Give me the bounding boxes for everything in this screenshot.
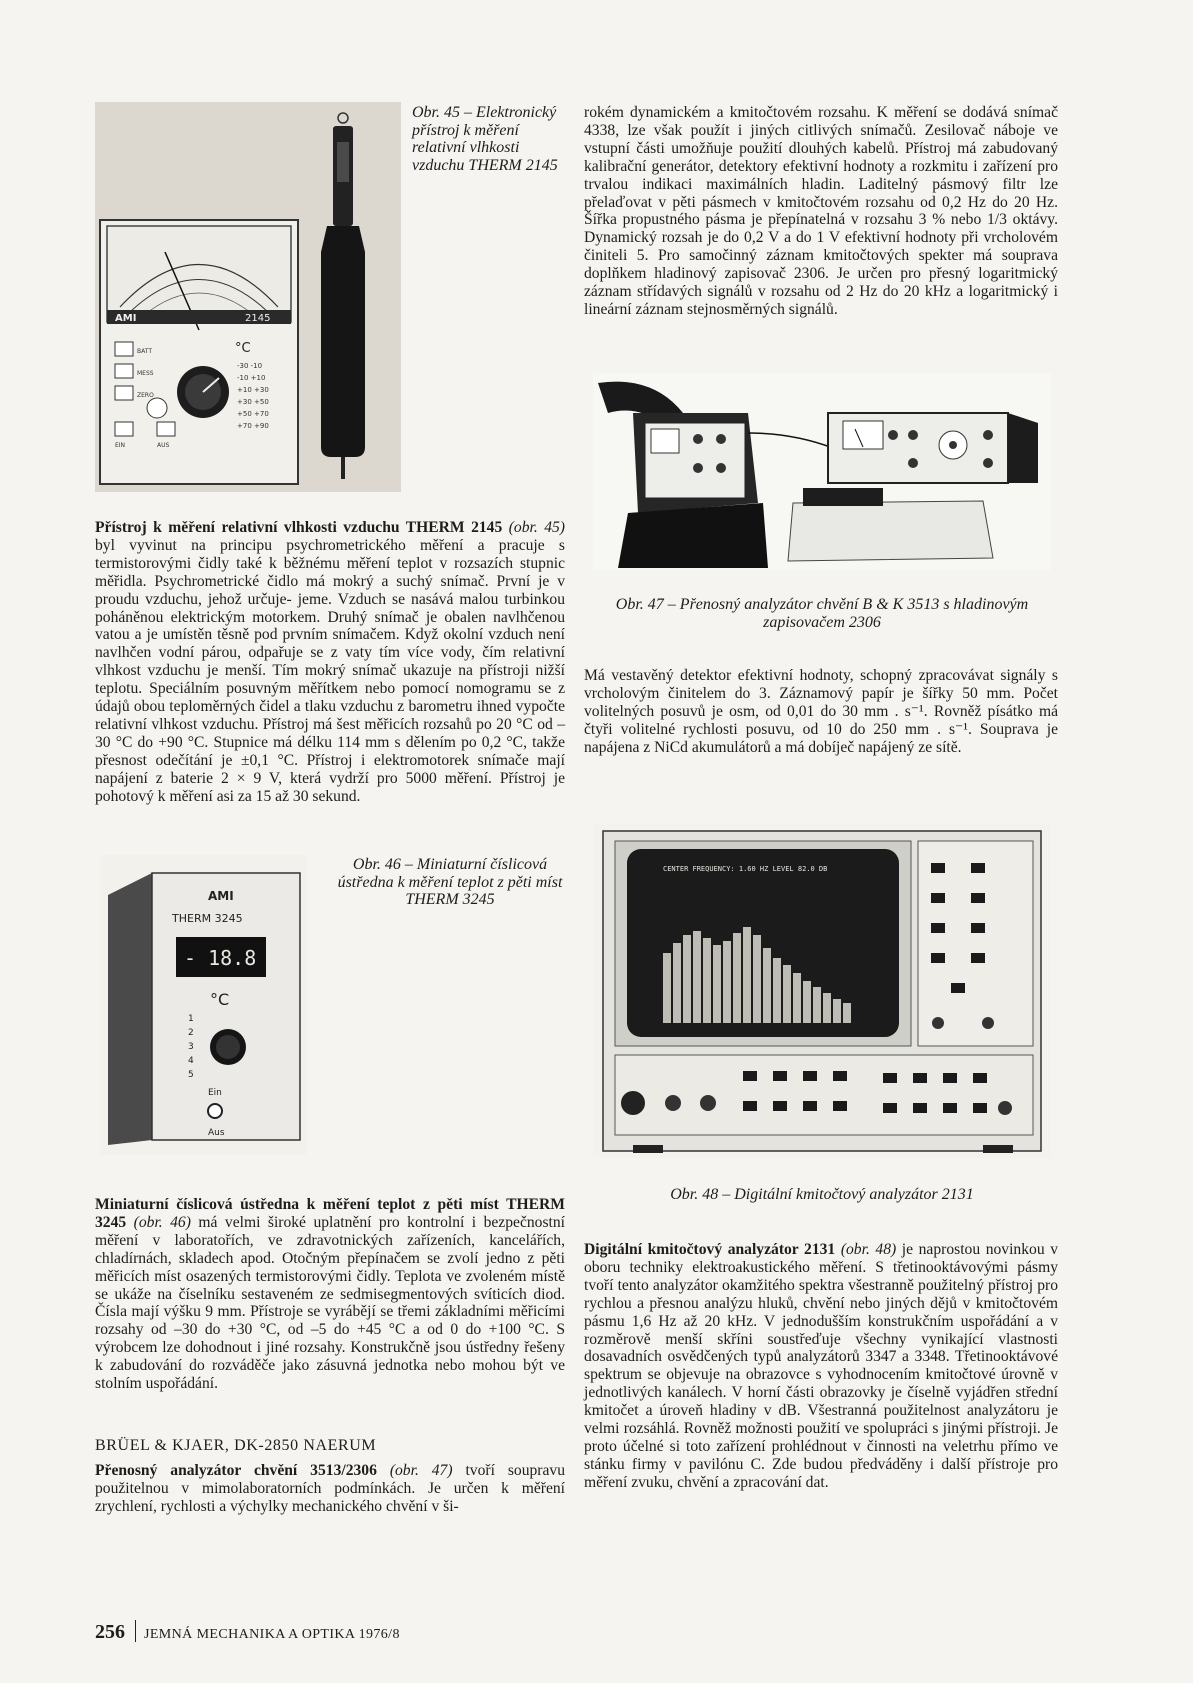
fig46-pos-5: 5 bbox=[188, 1070, 194, 1080]
footer-divider bbox=[135, 1620, 136, 1642]
therm-3245-lead: Miniaturní číslicová ústředna k měření teplot z pěti míst THERM 3245 bbox=[95, 1196, 565, 1231]
fig45-unit: °C bbox=[235, 341, 251, 356]
figure-48-photo bbox=[593, 823, 1051, 1158]
figure-47-photo bbox=[593, 373, 1051, 570]
paragraph-b-k-3513-details: Má vestavěný detektor efektivní hodnoty, schopný zpracovávat signály s vrcholovým činitelem do 3. Záznamový papír je šířky 50 mm. Počet volitelných posuvů je osm, od 0,01 do 30 mm . s⁻¹. Rovněž písátko má čtyři volitelné rychlosti posuvu, od 10 do 250 mm . s⁻¹. Souprava je napájena z NiCd akumulátorů a má dobíječ napájený ze sítě. bbox=[584, 667, 1058, 756]
page-number: 256 bbox=[95, 1621, 125, 1643]
therm-3245-ref: (obr. 46) bbox=[133, 1213, 191, 1231]
fig46-pos-3: 3 bbox=[188, 1042, 194, 1052]
fig46-pos-1: 1 bbox=[188, 1014, 194, 1024]
bk-3513-ref: (obr. 47) bbox=[389, 1462, 453, 1479]
fig48-screen-header: CENTER FREQUENCY: 1.60 HZ LEVEL 82.0 DB bbox=[663, 865, 828, 873]
figure-45-photo bbox=[95, 102, 401, 492]
paragraph-analyzer-2131 bbox=[584, 1241, 1058, 1492]
fig45-brand: AMI bbox=[115, 313, 137, 324]
fig46-switch-on: Ein bbox=[208, 1088, 222, 1098]
figure-47-caption: Obr. 47 – Přenosný analyzátor chvění B & K 3513 s hladinovým zapisovačem 2306 bbox=[615, 596, 1029, 631]
fig46-pos-4: 4 bbox=[188, 1056, 194, 1066]
paragraph-b-k-3513-continued: rokém dynamickém a kmitočtovém rozsahu. K měření se dodává snímač 4338, lze však použít i jiných citlivých snímačů. Zesilovač náboje ve vstupní části umožňuje použití dlouhých kabelů. Přístroj má zabudovaný kalibrační generátor, detektory efektivní hodnoty a rozkmitu i zařízení pro trvalou indikaci maximálních hladin. Laditelný pásmový filtr lze přelaďovat v pěti pásmech v kmitočtovém rozsahu od 0,2 Hz do 20 Hz. Šířka propustného pásma je přepínatelná v rozsahu 3 % nebo 1/3 oktávy. Dynamický rozsah je do 0,2 V a do 1 V efektivní hodnoty při vrcholovém činiteli 5. Pro samočinný záznam kmitočtových spekter má souprava doplňkem hladinový zapisovač 2306. Je určen pro přesný logaritmický záznam střídavých signálů v rozsahu od 2 Hz do 20 kHz a logaritmický i lineární záznam stejnosměrných signálů. bbox=[584, 104, 1058, 318]
analyzer-2131-ref: (obr. 48) bbox=[840, 1241, 897, 1258]
therm-2145-body: byl vyvinut na principu psychrometrického měření a pracuje s termistorovými čidly také k běžnému měření teplot v rozsazích stupnic měřidla. Psychrometrické čidlo má mokrý a suchý snímač. První je v proudu vzduchu, jehož určuje- jeme. Vzduch se nasává malou turbinkou poháněnou elektrickým motorkem. Druhý snímač je obalen navlhčenou vatou a je umístěn těsně pod prvním snímačem. Když okolní vzduch není navlhčen vodní párou, odpařuje se z vaty tím více vody, čím relativní vlhkost vzduchu je menší. Tím mokrý snímač ukazuje na přístroji nižší teplotu. Speciálním posuvným měřítkem nebo pomocí nomogramu se z údajů obou teploměrných čidel a tlaku vzduchu z barometru ihned vypočte relativní vlhkost vzduchu. Přístroj má šest měřicích rozsahů po 20 °C od –30 °C do +90 °C. Stupnice má délku 114 mm s dělením po 0,2 °C, takže přesnost odečítání je ±0,1 °C. Přístroj i elektromotorek snímače mají napájení z baterie 2 × 9 V, která vydrží pro 5000 měření. Přístroj je pohotový k měření asi za 15 až 30 sekund. bbox=[95, 536, 565, 805]
therm-2145-illustration bbox=[95, 102, 401, 492]
paragraph-therm-2145 bbox=[95, 519, 565, 806]
analyzer-2131-body: je naprostou novinkou v oboru techniky elektroakustického měření. S třetinooktávovými pásmy tvoří tento analyzátor okamžitého spektra všestranně použitelný přístroj pro rychlou a přesnou analýzu hluků, chvění nebo jiných dějů v kmitočtovém pásmu 1,6 Hz až 20 kHz. V jednodušším konstrukčním uspořádání a v rozměrově menší skříni soustřeďuje všechny vynikající vlastnosti dosavadních osvědčených typů analyzátorů 3347 a 3348. Třetinooktávové spektrum se objevuje na obrazovce s vyhodnocením kmitočtové úrovně v jednotlivých kanálech. V horní části obrazovky je číselně vyjádřen střední kmitočet a úroveň hladiny v dB. Všestranná použitelnost analyzátoru je velmi rozsáhlá. Rovněž možnosti použití ve spolupráci s jinými přístroji. Je proto účelné si toto zařízení prohlédnout v činnosti na veletrhu přímo ve stánku firmy v pavilónu C. Zde budou předváděny i další přístroje pro měření zvuku, chvění a zpracování dat. bbox=[584, 1241, 1059, 1491]
figure-46-caption: Obr. 46 – Miniaturní číslicová ústředna k měření teplot z pěti míst THERM 3245 bbox=[337, 856, 563, 908]
fig45-btn-label-1: MESS bbox=[137, 370, 154, 377]
bk-3513-body: tvoří soupravu použitelnou v mimolaboratorních podmínkách. Je určen k měření zrychlení, rychlosti a výchylky mechanického chvění v ši- bbox=[95, 1462, 565, 1515]
fig45-model: 2145 bbox=[245, 313, 271, 324]
paragraph-therm-3245 bbox=[95, 1196, 565, 1393]
fig45-btn-label-4: AUS bbox=[157, 442, 170, 449]
analyzer-2131-illustration bbox=[593, 823, 1051, 1158]
fig46-display: - 18.8 bbox=[184, 946, 257, 970]
fig45-range-3: +30 +50 bbox=[237, 398, 269, 406]
bk-3513-illustration bbox=[593, 373, 1051, 570]
journal-title: JEMNÁ MECHANIKA A OPTIKA 1976/8 bbox=[144, 1627, 400, 1642]
figure-46-photo bbox=[100, 855, 306, 1155]
fig46-pos-2: 2 bbox=[188, 1028, 194, 1038]
figure-45-caption: Obr. 45 – Elektronický přístroj k měření relativní vlhkosti vzduchu THERM 2145 bbox=[412, 104, 558, 174]
fig46-unit: °C bbox=[210, 990, 230, 1009]
figure-48-caption: Obr. 48 – Digitální kmitočtový analyzátor 2131 bbox=[670, 1186, 974, 1203]
section-heading-bruel-kjaer: BRÜEL & KJAER, DK-2850 NAERUM bbox=[95, 1437, 377, 1454]
fig45-range-5: +70 +90 bbox=[237, 422, 269, 430]
fig45-range-2: +10 +30 bbox=[237, 386, 269, 394]
therm-2145-ref: (obr. 45) bbox=[508, 519, 565, 536]
fig45-range-1: -10 +10 bbox=[237, 374, 266, 382]
fig45-range-0: -30 -10 bbox=[237, 362, 263, 370]
fig46-switch-off: Aus bbox=[208, 1128, 225, 1138]
therm-3245-illustration bbox=[100, 855, 306, 1155]
fig45-btn-label-3: EIN bbox=[115, 442, 126, 449]
bk-3513-lead: Přenosný analyzátor chvění 3513/2306 bbox=[95, 1462, 377, 1479]
page-footer bbox=[95, 1620, 595, 1644]
fig45-btn-label-0: BATT bbox=[137, 348, 152, 355]
fig46-model: THERM 3245 bbox=[172, 912, 243, 925]
paragraph-b-k-3513 bbox=[95, 1462, 565, 1516]
fig45-btn-label-2: ZERO bbox=[137, 392, 154, 399]
fig46-brand: AMI bbox=[208, 889, 234, 903]
analyzer-2131-lead: Digitální kmitočtový analyzátor 2131 bbox=[584, 1241, 836, 1258]
fig45-range-4: +50 +70 bbox=[237, 410, 269, 418]
therm-2145-lead: Přístroj k měření relativní vlhkosti vzduchu THERM 2145 bbox=[95, 519, 503, 536]
therm-3245-body: má velmi široké uplatnění pro kontrolní i bezpečnostní měření v laboratořích, ve zdravotnických zařízeních, kancelářích, chladírnách, skladech apod. Otočným přepínačem se zvolí jedno z pěti měřicích míst osazených termistorovými čidly. Teplota ve zvoleném místě se ukáže na číselníku sestaveném ze sedmisegmentových svíticích diod. Čísla mají výšku 9 mm. Přístroje se vyrábějí se třemi základními měřicími rozsahy od –30 do +30 °C, od –5 do +45 °C a od 0 do +100 °C. S výrobcem lze dohodnout i jiné rozsahy. Konstrukčně jsou ústředny řešeny k zabudování do rozváděče jako zásuvná jednotka nebo mohou být ve stolním uspořádání. bbox=[95, 1213, 565, 1393]
